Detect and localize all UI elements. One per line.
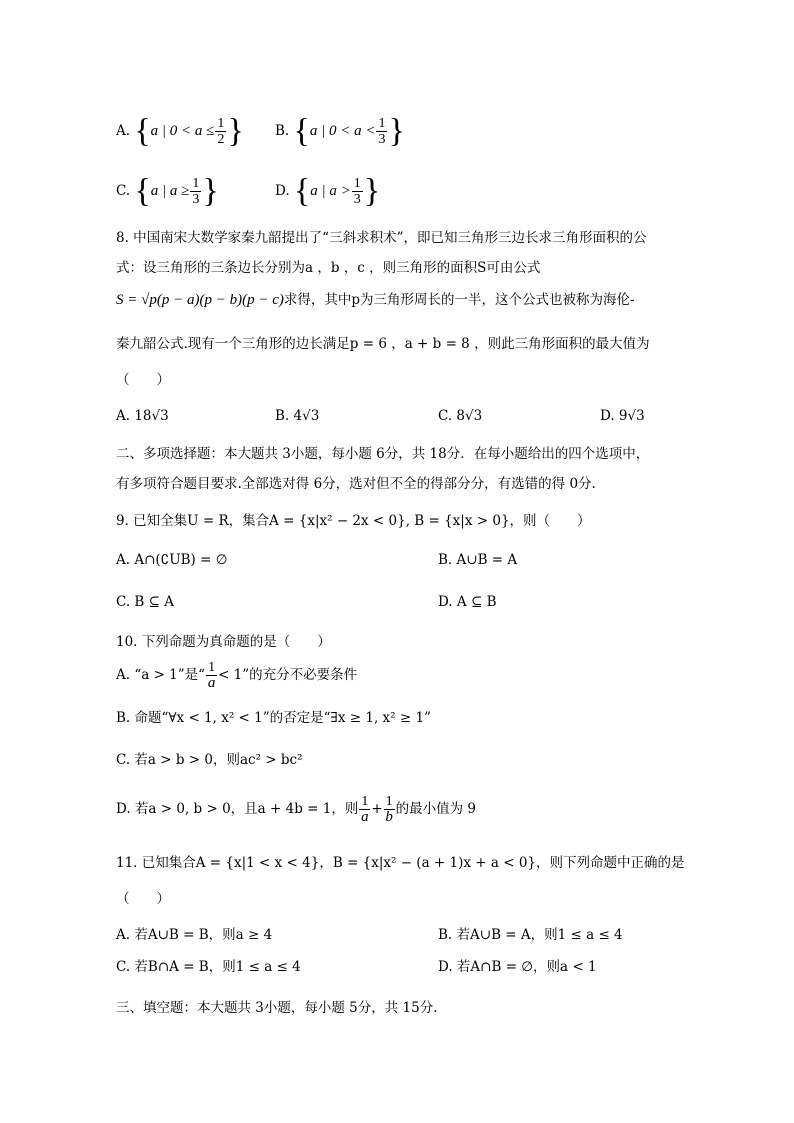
q8-line-4: 秦九韶公式.现有一个三角形的边长满足p = 6 ，a + b = 8 ，则此三角形面积的最大值为 xyxy=(116,336,650,352)
q8-line-2: 式：设三角形的三条边长分别为a ，b ，c ，则三角形的面积S可由公式 xyxy=(116,260,541,276)
q8-line-1: 8. 中国南宋大数学家秦九韶提出了“三斜求积术”，即已知三角形三边长求三角形面积的公 xyxy=(116,230,647,246)
option-label: B. xyxy=(275,123,290,139)
q8-option-b: B. 4√3 xyxy=(275,408,320,424)
q11-paren: （ ） xyxy=(116,891,170,907)
q10-option-a: A. “a > 1”是“ $\frac{1}{a}$ < 1”的充分不必要条件 xyxy=(116,660,358,691)
q8-option-a: A. 18√3 xyxy=(116,408,169,424)
q8-line-3: S = √p(p − a)(p − b)(p − c)求得，其中p为三角形周长的一半，这个公式也被称为海伦- xyxy=(116,292,635,308)
q8-option-d: D. 9√3 xyxy=(600,408,645,424)
q8-option-c: C. 8√3 xyxy=(438,408,483,424)
q7-option-c: C. {a | a ≥ $\frac{1}{3}$ } xyxy=(116,172,219,210)
q9-option-b: B. A∪B = A xyxy=(438,552,518,568)
q10-option-c: C. 若a > b > 0，则ac² > bc² xyxy=(116,752,303,768)
q11-stem: 11. 已知集合A = {x|1 < x < 4}，B = {x|x² − (a + 1)x + a < 0}，则下列命题中正确的是 xyxy=(116,855,685,871)
q8-paren: （ ） xyxy=(116,372,170,388)
q9-option-d: D. A ⊆ B xyxy=(438,594,497,610)
q11-option-a: A. 若A∪B = B，则a ≥ 4 xyxy=(116,927,273,943)
q10-option-d: D. 若a > 0, b > 0，且a + 4b = 1，则 $\frac{1}{a}$ + $\frac{1}{b}$ 的最小值为 9 xyxy=(116,794,477,825)
q7-option-a: A. {a | 0 < a ≤ $\frac{1}{2}$ } xyxy=(116,112,244,150)
q7-option-b: B. {a | 0 < a < $\frac{1}{3}$ } xyxy=(275,112,405,150)
option-label: A. xyxy=(116,123,131,139)
option-label: D. xyxy=(275,183,290,199)
section2-line-2: 有多项符合题目要求.全部选对得 6分，选对但不全的得部分分，有选错的得 0分. xyxy=(116,476,596,492)
q11-option-c: C. 若B∩A = B，则1 ≤ a ≤ 4 xyxy=(116,959,301,975)
q7-option-d: D. {a | a > $\frac{1}{3}$ } xyxy=(275,172,381,210)
section2-line-1: 二、多项选择题：本大题共 3小题，每小题 6分，共 18分．在每小题给出的四个选项中， xyxy=(116,446,650,462)
section3-line-1: 三、填空题：本大题共 3小题，每小题 5分，共 15分. xyxy=(116,1000,438,1016)
q9-stem: 9. 已知全集U = R，集合A = {x|x² − 2x < 0}, B = {x|x > 0}，则（ ） xyxy=(116,513,591,529)
q9-option-c: C. B ⊆ A xyxy=(116,594,174,610)
q10-option-b: B. 命题“∀x < 1, x² < 1”的否定是“∃x ≥ 1, x² ≥ 1” xyxy=(116,710,431,726)
q10-stem: 10. 下列命题为真命题的是（ ） xyxy=(116,634,331,650)
q11-option-d: D. 若A∩B = ∅，则a < 1 xyxy=(438,959,597,975)
q11-option-b: B. 若A∪B = A，则1 ≤ a ≤ 4 xyxy=(438,927,623,943)
option-label: C. xyxy=(116,183,131,199)
q9-option-a: A. A∩(∁UB) = ∅ xyxy=(116,552,228,568)
area-formula: S = √p(p − a)(p − b)(p − c) xyxy=(116,292,284,308)
